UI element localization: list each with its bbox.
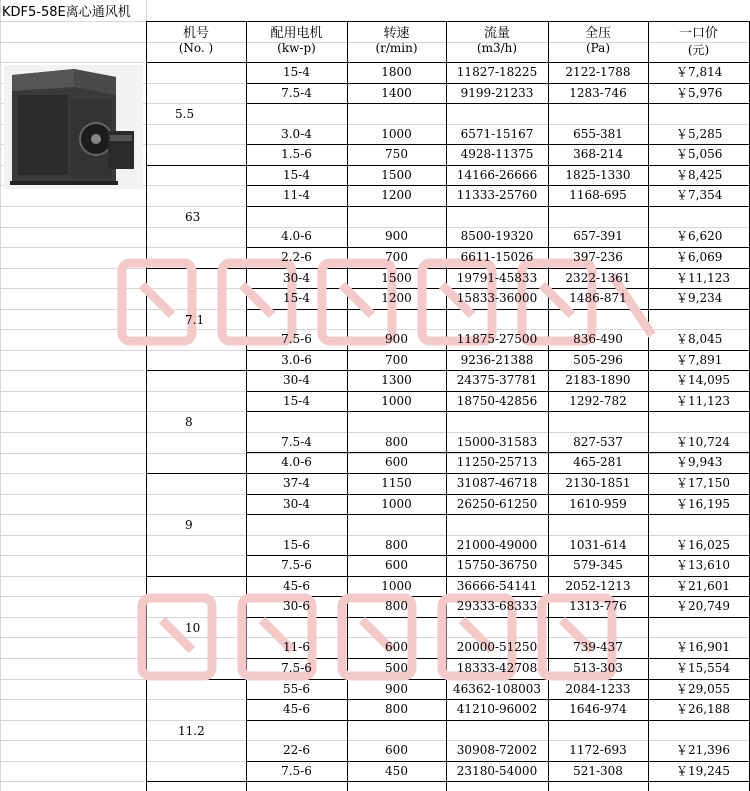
- table-cell-pressure: 1825-1330: [565, 168, 631, 182]
- table-cell-motor: 15-4: [283, 65, 310, 79]
- table-cell-price: ￥14,095: [676, 373, 730, 387]
- table-cell-pressure: 1168-695: [569, 188, 627, 202]
- table-cell-speed: 900: [385, 332, 408, 346]
- table-cell-pressure: [548, 206, 648, 227]
- table-cell-price: ￥29,055: [676, 682, 730, 696]
- table-cell-speed: 900: [385, 682, 408, 696]
- table-cell-motor: 30-4: [283, 373, 310, 387]
- table-cell-flow: 24375-37781: [456, 373, 538, 387]
- table-cell-speed: [347, 411, 446, 432]
- table-cell-price: ￥20,749: [676, 599, 730, 613]
- column-header-unit: (r/min): [375, 41, 418, 55]
- table-cell-pressure: 827-537: [573, 435, 623, 449]
- table-cell-pressure: 2122-1788: [565, 65, 631, 79]
- table-cell-price: [648, 720, 749, 741]
- table-cell-pressure: 505-296: [573, 353, 623, 367]
- table-cell-speed: 450: [385, 764, 408, 778]
- model-number: 7.1: [185, 313, 205, 327]
- table-cell-flow: [446, 514, 548, 535]
- table-cell-price: [648, 103, 749, 124]
- table-cell-flow: 26250-61250: [456, 497, 538, 511]
- table-cell-flow: 21000-49000: [456, 538, 538, 552]
- table-cell-motor: 4.0-6: [281, 229, 312, 243]
- table-cell-flow: 6611-15026: [460, 250, 534, 264]
- table-cell-speed: 600: [385, 455, 408, 469]
- table-cell-pressure: 1292-782: [569, 394, 627, 408]
- table-cell-speed: 600: [385, 558, 408, 572]
- table-cell-pressure: [548, 514, 648, 535]
- table-cell-flow: 23180-54000: [456, 764, 538, 778]
- column-header-label: 机号: [182, 26, 209, 41]
- table-cell-motor: [246, 514, 347, 535]
- table-cell-motor: 15-4: [283, 168, 310, 182]
- table-cell-price: ￥7,891: [676, 353, 723, 367]
- table-cell-motor: [246, 309, 347, 330]
- table-cell-motor: 55-6: [283, 682, 310, 696]
- table-cell-price: [648, 411, 749, 432]
- table-cell-speed: 500: [385, 661, 408, 675]
- table-cell-pressure: 2183-1890: [565, 373, 631, 387]
- table-cell-flow: [446, 206, 548, 227]
- table-cell-pressure: [548, 720, 648, 741]
- column-header-label: 配用电机: [270, 26, 323, 41]
- table-cell-motor: [246, 411, 347, 432]
- table-cell-motor: 2.2-6: [281, 250, 312, 264]
- table-cell-speed: 700: [385, 250, 408, 264]
- table-cell-price: ￥6,069: [676, 250, 723, 264]
- table-cell-pressure: 2084-1233: [565, 682, 631, 696]
- table-cell-motor: 30-6: [283, 599, 310, 613]
- table-cell-motor: 37-4: [283, 476, 310, 490]
- table-cell-price: ￥16,901: [676, 640, 730, 654]
- table-cell-motor: [246, 206, 347, 227]
- table-cell-motor: 15-6: [283, 538, 310, 552]
- table-cell-speed: 750: [385, 147, 408, 161]
- table-cell-flow: 15833-36000: [456, 291, 538, 305]
- table-cell-price: ￥9,943: [676, 455, 723, 469]
- table-cell-flow: [446, 309, 548, 330]
- column-header-unit: (m3/h): [476, 41, 518, 55]
- table-cell-speed: 1000: [381, 394, 412, 408]
- grid-line: [146, 370, 246, 371]
- table-cell-price: [648, 309, 749, 330]
- table-cell-price: ￥16,025: [676, 538, 730, 552]
- table-cell-flow: [446, 617, 548, 638]
- table-cell-price: ￥8,045: [676, 332, 723, 346]
- column-header-unit: (No. ): [178, 41, 214, 55]
- grid-line: [146, 165, 246, 166]
- table-cell-pressure: 1610-959: [569, 497, 627, 511]
- table-cell-flow: 11250-25713: [456, 455, 538, 469]
- table-cell-price: ￥11,123: [676, 394, 730, 408]
- table-cell-speed: 1150: [381, 476, 412, 490]
- table-cell-pressure: 368-214: [573, 147, 623, 161]
- table-cell-price: ￥19,245: [676, 764, 730, 778]
- table-cell-motor: 4.0-6: [281, 455, 312, 469]
- column-header: [446, 22, 548, 55]
- table-cell-pressure: 1646-974: [569, 702, 627, 716]
- column-header-label: 流量: [483, 26, 510, 41]
- table-cell-price: ￥21,601: [676, 579, 730, 593]
- table-cell-speed: 800: [385, 435, 408, 449]
- grid-line: [146, 0, 147, 21]
- table-cell-motor: 45-6: [283, 579, 310, 593]
- table-cell-flow: 46362-108003: [452, 682, 542, 696]
- table-cell-flow: 6571-15167: [460, 127, 534, 141]
- table-cell-motor: 7.5-4: [281, 86, 312, 100]
- table-cell-price: [648, 206, 749, 227]
- table-cell-speed: 1300: [381, 373, 412, 387]
- table-cell-flow: 30908-72002: [456, 743, 538, 757]
- table-cell-pressure: [548, 617, 648, 638]
- table-cell-pressure: 2130-1851: [565, 476, 631, 490]
- table-cell-speed: 800: [385, 599, 408, 613]
- column-header-label: 一口价: [678, 26, 718, 41]
- table-cell-flow: 19791-45833: [456, 271, 538, 285]
- table-cell-flow: 18333-42708: [456, 661, 538, 675]
- table-cell-speed: [347, 206, 446, 227]
- table-cell-price: ￥16,195: [676, 497, 730, 511]
- table-cell-price: ￥13,610: [676, 558, 730, 572]
- table-cell-speed: 1000: [381, 127, 412, 141]
- table-cell-flow: 41210-96002: [456, 702, 538, 716]
- table-cell-motor: 45-6: [283, 702, 310, 716]
- table-cell-motor: 15-4: [283, 291, 310, 305]
- table-cell-flow: 31087-46718: [456, 476, 538, 490]
- column-header-unit: (Pa): [585, 41, 611, 55]
- table-cell-pressure: [548, 103, 648, 124]
- table-cell-flow: 11875-27500: [456, 332, 538, 346]
- table-cell-speed: 1000: [381, 497, 412, 511]
- table-cell-pressure: 657-391: [573, 229, 623, 243]
- table-cell-flow: 15750-36750: [456, 558, 538, 572]
- table-cell-pressure: 2322-1361: [565, 271, 631, 285]
- table-cell-pressure: 1172-693: [569, 743, 627, 757]
- grid-line: [146, 473, 246, 474]
- table-cell-speed: 800: [385, 538, 408, 552]
- table-cell-price: ￥7,354: [676, 188, 723, 202]
- table-cell-motor: 7.5-6: [281, 558, 312, 572]
- table-cell-pressure: 579-345: [573, 558, 623, 572]
- table-cell-flow: 15000-31583: [456, 435, 538, 449]
- table-cell-speed: 1400: [381, 86, 412, 100]
- table-cell-flow: 14166-26666: [456, 168, 538, 182]
- table-cell-speed: 600: [385, 743, 408, 757]
- table-cell-motor: 7.5-6: [281, 764, 312, 778]
- table-cell-flow: 29333-68333: [456, 599, 538, 613]
- table-cell-price: ￥9,234: [676, 291, 723, 305]
- table-cell-motor: 3.0-6: [281, 353, 312, 367]
- table-cell-motor: 3.0-4: [281, 127, 312, 141]
- table-cell-pressure: [548, 411, 648, 432]
- table-cell-motor: 30-4: [283, 497, 310, 511]
- column-header: [146, 22, 246, 55]
- table-cell-pressure: 836-490: [573, 332, 623, 346]
- table-cell-speed: 1500: [381, 271, 412, 285]
- table-cell-pressure: [548, 309, 648, 330]
- table-cell-motor: [246, 103, 347, 124]
- column-header: [548, 22, 648, 55]
- column-header: [246, 22, 347, 55]
- table-cell-price: ￥15,554: [676, 661, 730, 675]
- table-cell-flow: 11333-25760: [456, 188, 538, 202]
- table-cell-flow: 9199-21233: [460, 86, 534, 100]
- fan-product-photo: [4, 65, 143, 189]
- table-cell-flow: [446, 720, 548, 741]
- table-cell-pressure: 1486-871: [569, 291, 627, 305]
- table-cell-motor: 7.5-6: [281, 332, 312, 346]
- table-cell-speed: 900: [385, 229, 408, 243]
- table-cell-pressure: 1031-614: [569, 538, 627, 552]
- table-cell-speed: [347, 514, 446, 535]
- column-header-label: 全压: [584, 26, 611, 41]
- table-cell-pressure: 2052-1213: [565, 579, 631, 593]
- table-cell-pressure: 465-281: [573, 455, 623, 469]
- model-number: 8: [185, 415, 193, 429]
- column-header-label: 转速: [383, 26, 410, 41]
- table-cell-price: [648, 617, 749, 638]
- table-cell-speed: 600: [385, 640, 408, 654]
- page-title: KDF5-58E离心通风机: [2, 5, 131, 20]
- grid-line: [0, 0, 1, 791]
- table-cell-pressure: 1283-746: [569, 86, 627, 100]
- model-number: 5.5: [175, 107, 195, 121]
- table-cell-pressure: 655-381: [573, 127, 623, 141]
- table-cell-flow: 9236-21388: [460, 353, 534, 367]
- table-cell-motor: 1.5-6: [281, 147, 312, 161]
- table-cell-flow: 18750-42856: [456, 394, 538, 408]
- table-cell-flow: 20000-51250: [456, 640, 538, 654]
- model-number: 63: [185, 210, 201, 224]
- table-cell-price: ￥5,056: [676, 147, 723, 161]
- model-number: 9: [185, 518, 193, 532]
- table-cell-speed: 1200: [381, 291, 412, 305]
- table-cell-price: ￥21,396: [676, 743, 730, 757]
- table-cell-motor: 22-6: [283, 743, 310, 757]
- table-cell-speed: 1000: [381, 579, 412, 593]
- table-cell-speed: [347, 720, 446, 741]
- table-cell-price: ￥7,814: [676, 65, 723, 79]
- table-cell-motor: 7.5-6: [281, 661, 312, 675]
- table-cell-flow: 36666-54141: [456, 579, 538, 593]
- table-cell-pressure: 1313-776: [569, 599, 627, 613]
- table-cell-speed: 700: [385, 353, 408, 367]
- column-header: [648, 22, 749, 58]
- table-cell-flow: 4928-11375: [460, 147, 534, 161]
- table-cell-flow: 8500-19320: [460, 229, 534, 243]
- table-cell-price: ￥6,620: [676, 229, 723, 243]
- table-cell-motor: 11-4: [283, 188, 310, 202]
- table-cell-speed: 1200: [381, 188, 412, 202]
- table-cell-price: ￥17,150: [676, 476, 730, 490]
- table-cell-motor: 11-6: [283, 640, 310, 654]
- table-cell-pressure: 397-236: [573, 250, 623, 264]
- table-cell-motor: [246, 720, 347, 741]
- table-cell-speed: 1800: [381, 65, 412, 79]
- model-number: 10: [185, 621, 201, 635]
- table-cell-motor: [246, 617, 347, 638]
- table-cell-price: ￥11,123: [676, 271, 730, 285]
- table-cell-motor: 7.5-4: [281, 435, 312, 449]
- table-cell-pressure: 739-437: [573, 640, 623, 654]
- table-cell-speed: 800: [385, 702, 408, 716]
- table-cell-flow: [446, 103, 548, 124]
- table-cell-pressure: 513-303: [573, 661, 623, 675]
- table-cell-motor: 30-4: [283, 271, 310, 285]
- table-cell-motor: 15-4: [283, 394, 310, 408]
- grid-line: [146, 576, 246, 577]
- table-cell-speed: [347, 103, 446, 124]
- model-number: 11.2: [178, 724, 205, 738]
- table-cell-speed: [347, 617, 446, 638]
- table-cell-flow: 11827-18225: [456, 65, 538, 79]
- table-cell-price: ￥5,976: [676, 86, 723, 100]
- table-cell-price: ￥8,425: [676, 168, 723, 182]
- column-header: [347, 22, 446, 55]
- column-header-unit: (kw-p): [277, 41, 316, 55]
- table-cell-price: [648, 514, 749, 535]
- table-cell-price: ￥5,285: [676, 127, 723, 141]
- table-cell-flow: [446, 411, 548, 432]
- column-header-unit: (元): [687, 43, 710, 57]
- table-cell-price: ￥10,724: [676, 435, 730, 449]
- table-cell-speed: 1500: [381, 168, 412, 182]
- table-cell-pressure: 521-308: [573, 764, 623, 778]
- table-cell-speed: [347, 309, 446, 330]
- table-cell-price: ￥26,188: [676, 702, 730, 716]
